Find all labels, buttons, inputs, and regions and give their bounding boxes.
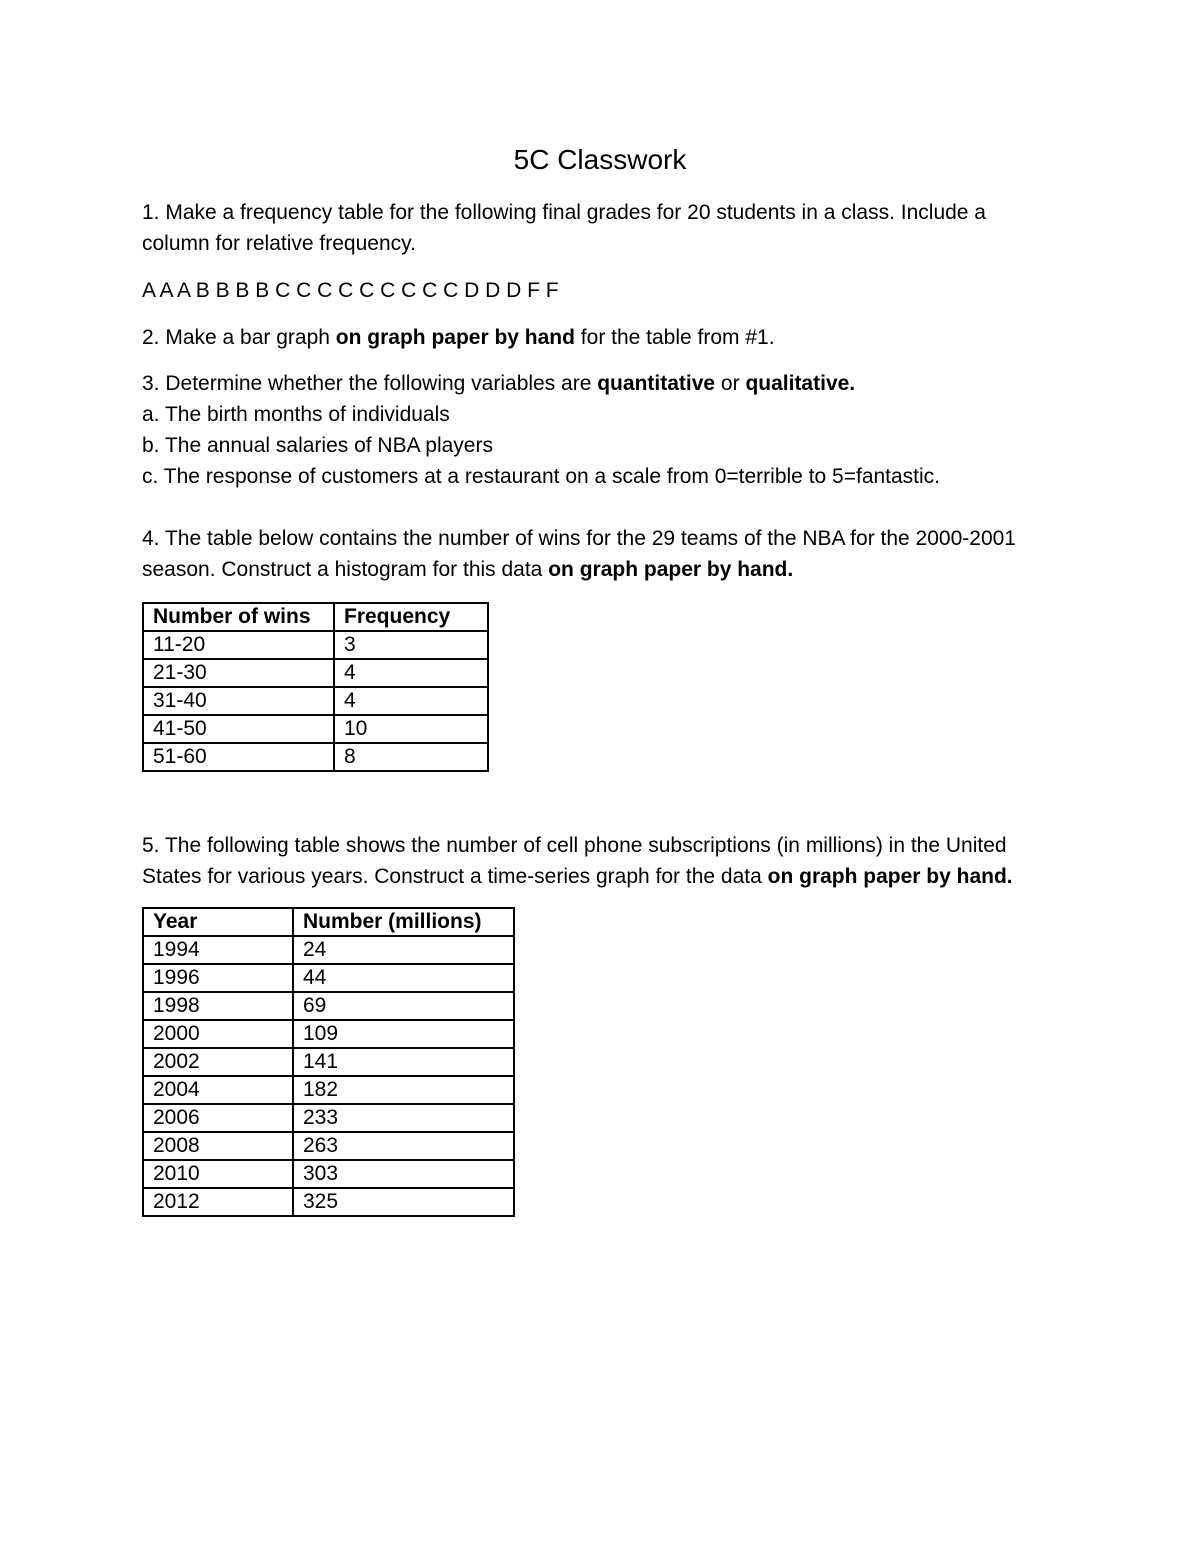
q3-pre: 3. Determine whether the following variables are bbox=[142, 372, 598, 395]
table-row bbox=[143, 715, 488, 743]
table-cell: 3 bbox=[334, 631, 488, 659]
q3-prompt bbox=[142, 368, 1082, 399]
q2-text bbox=[142, 322, 1082, 353]
table-cell: 303 bbox=[293, 1160, 514, 1188]
q3-item-a: a. The birth months of individuals bbox=[142, 403, 450, 426]
table-row bbox=[143, 992, 514, 1020]
q1-line2: column for relative frequency. bbox=[142, 232, 416, 255]
table-cell: 263 bbox=[293, 1132, 514, 1160]
q5-line2-pre: States for various years. Construct a time-series graph for the data bbox=[142, 865, 768, 888]
q5-line1: 5. The following table shows the number of cell phone subscriptions (in millions) in the United bbox=[142, 834, 1007, 857]
wins-frequency-table bbox=[142, 602, 489, 772]
q3-item-b: b. The annual salaries of NBA players bbox=[142, 434, 493, 457]
table-header-row bbox=[143, 603, 488, 631]
cell-subscriptions-table bbox=[142, 907, 515, 1217]
table-cell: 2008 bbox=[143, 1132, 293, 1160]
table-row bbox=[143, 1048, 514, 1076]
table-cell: 21-30 bbox=[143, 659, 334, 687]
table-cell: 325 bbox=[293, 1188, 514, 1216]
table-cell: 2010 bbox=[143, 1160, 293, 1188]
table-row bbox=[143, 743, 488, 771]
table-row bbox=[143, 631, 488, 659]
table-cell: 182 bbox=[293, 1076, 514, 1104]
table-row bbox=[143, 964, 514, 992]
table-cell: 8 bbox=[334, 743, 488, 771]
table-cell: 141 bbox=[293, 1048, 514, 1076]
table-row bbox=[143, 1020, 514, 1048]
table-cell: 44 bbox=[293, 964, 514, 992]
q1-grades: A A A B B B B C C C C C C C C C D D D F F bbox=[142, 279, 559, 302]
table-cell: 1994 bbox=[143, 936, 293, 964]
q4-line2-bold: on graph paper by hand. bbox=[548, 558, 794, 581]
table-cell: 1998 bbox=[143, 992, 293, 1020]
table-row bbox=[143, 1132, 514, 1160]
table-row bbox=[143, 1188, 514, 1216]
table-cell: 24 bbox=[293, 936, 514, 964]
table-cell: 109 bbox=[293, 1020, 514, 1048]
q5-line2-bold: on graph paper by hand. bbox=[767, 865, 1013, 888]
table-cell: 51-60 bbox=[143, 743, 334, 771]
table-row bbox=[143, 1104, 514, 1132]
table-cell: 41-50 bbox=[143, 715, 334, 743]
q1-line1: 1. Make a frequency table for the following final grades for 20 students in a class. Include a bbox=[142, 201, 986, 224]
table-cell: 10 bbox=[334, 715, 488, 743]
q3-mid: or bbox=[715, 372, 746, 395]
table-cell: 4 bbox=[334, 687, 488, 715]
q3-item-c: c. The response of customers at a restaurant on a scale from 0=terrible to 5=fantastic. bbox=[142, 465, 941, 488]
table-cell: 31-40 bbox=[143, 687, 334, 715]
table-row bbox=[143, 936, 514, 964]
table-cell: 1996 bbox=[143, 964, 293, 992]
table-cell: 2012 bbox=[143, 1188, 293, 1216]
q3-bold-qualitative: qualitative. bbox=[745, 372, 856, 395]
table-row bbox=[143, 1160, 514, 1188]
table-row bbox=[143, 1076, 514, 1104]
table-cell: 11-20 bbox=[143, 631, 334, 659]
table-cell: 69 bbox=[293, 992, 514, 1020]
table-cell: 233 bbox=[293, 1104, 514, 1132]
header-number-of-wins: Number of wins bbox=[143, 603, 334, 631]
table-row bbox=[143, 659, 488, 687]
page-title: 5C Classwork bbox=[513, 144, 687, 175]
table-cell: 2000 bbox=[143, 1020, 293, 1048]
table-cell: 2002 bbox=[143, 1048, 293, 1076]
q4-line2 bbox=[142, 554, 1082, 585]
header-frequency: Frequency bbox=[334, 603, 488, 631]
q2-post: for the table from #1. bbox=[574, 326, 775, 349]
q2-bold: on graph paper by hand bbox=[335, 326, 575, 349]
table-header-row bbox=[143, 908, 514, 936]
table-cell: 2004 bbox=[143, 1076, 293, 1104]
table-cell: 2006 bbox=[143, 1104, 293, 1132]
q4-line1: 4. The table below contains the number of wins for the 29 teams of the NBA for the 2000-2001 bbox=[142, 527, 1016, 550]
header-year: Year bbox=[143, 908, 293, 936]
q3-bold-quantitative: quantitative bbox=[597, 372, 716, 395]
table-row bbox=[143, 687, 488, 715]
q5-line2 bbox=[142, 861, 1082, 892]
table-cell: 4 bbox=[334, 659, 488, 687]
header-number-millions: Number (millions) bbox=[293, 908, 514, 936]
q2-pre: 2. Make a bar graph bbox=[142, 326, 336, 349]
q4-line2-pre: season. Construct a histogram for this data bbox=[142, 558, 549, 581]
